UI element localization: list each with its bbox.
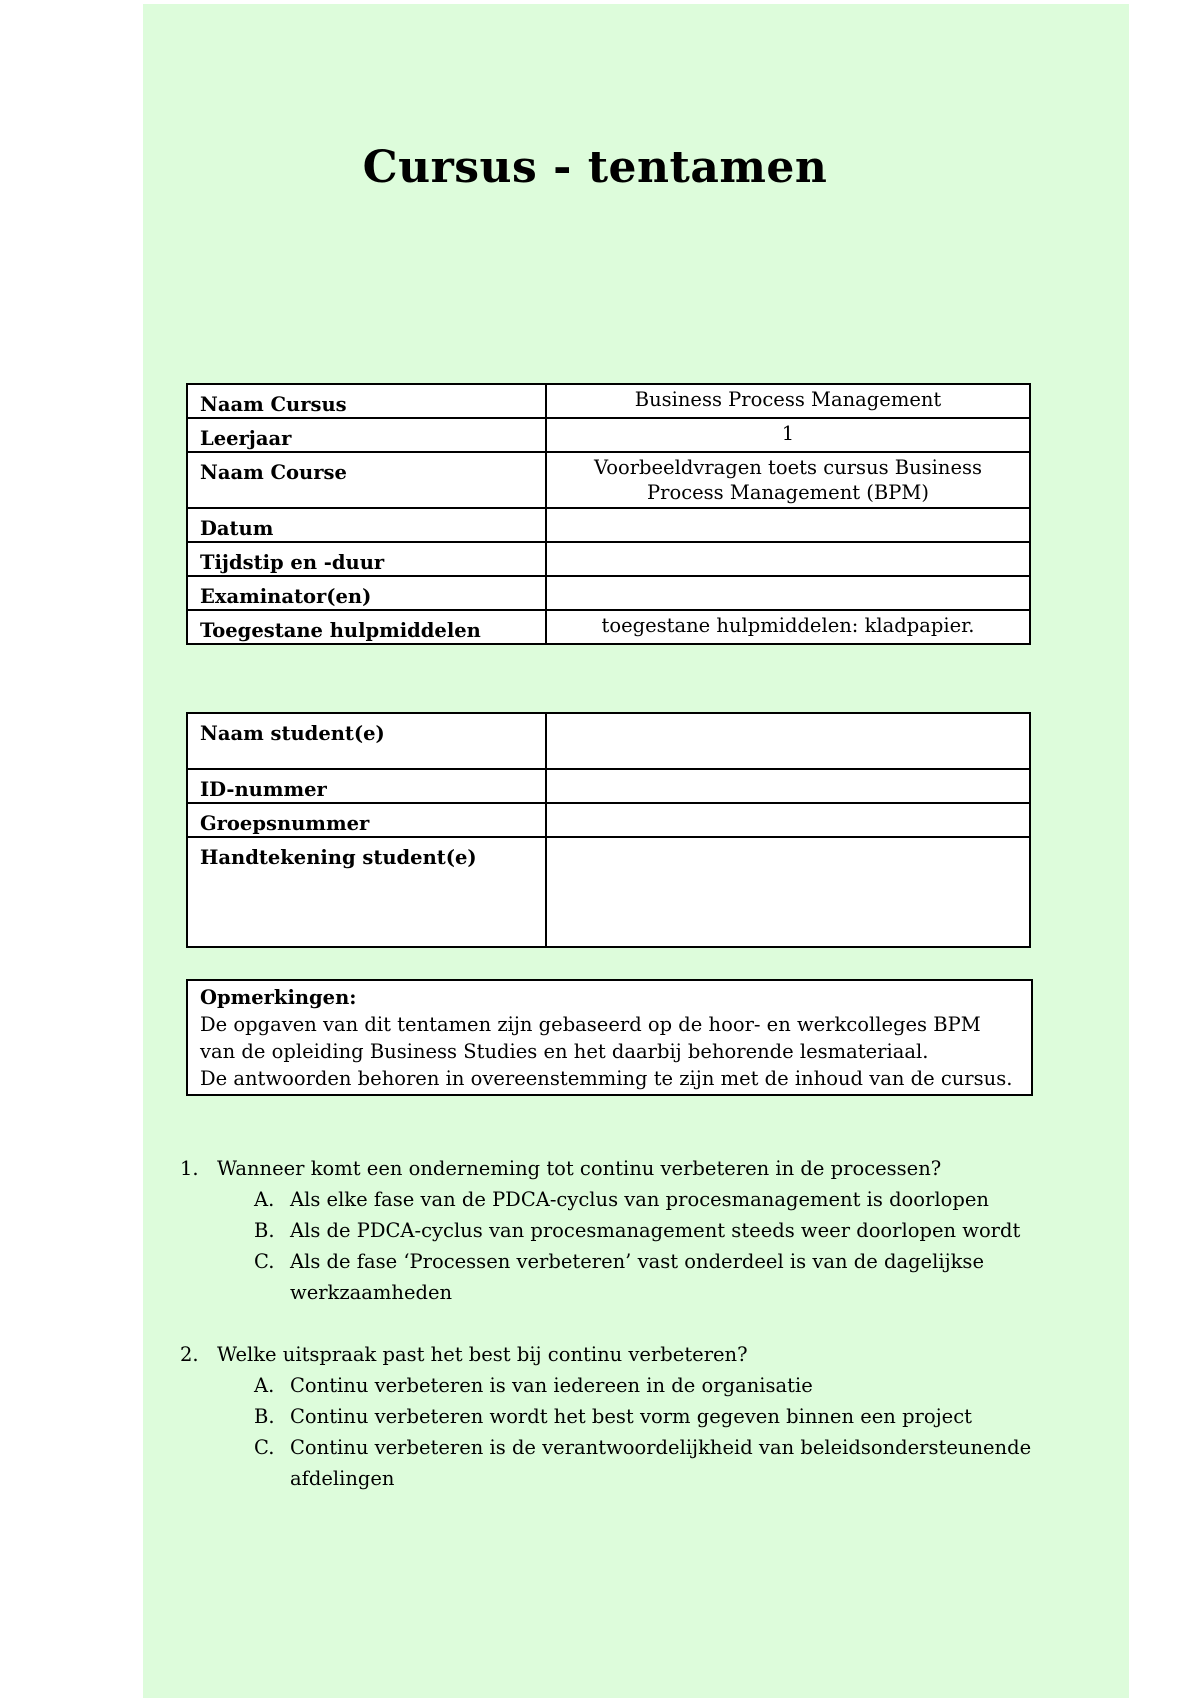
course-info-table (186, 383, 1031, 645)
student-name-field[interactable] (546, 713, 1030, 769)
table-row (187, 452, 1030, 508)
option-text: Als de fase ‘Processen verbeteren’ vast onderdeel is van de dagelijkse werkzaamheden (290, 1250, 984, 1304)
row-label: Datum (187, 508, 546, 542)
remarks-text: De antwoorden behoren in overeenstemming te zijn met de inhoud van de cursus. (200, 1067, 1013, 1090)
table-row (187, 542, 1030, 576)
option-letter: B. (254, 1219, 275, 1242)
table-row (187, 837, 1030, 947)
table-row (187, 384, 1030, 418)
question-text: Wanneer komt een onderneming tot continu verbeteren in de processen? (217, 1157, 942, 1180)
row-label: Naam student(e) (187, 713, 546, 769)
option-text: Als de PDCA-cyclus van procesmanagement steeds weer doorlopen wordt (290, 1219, 1021, 1242)
option-letter: A. (254, 1374, 275, 1397)
option-letter: C. (254, 1250, 275, 1273)
answer-option (217, 1370, 1060, 1401)
remarks-box (186, 979, 1033, 1096)
remarks-text: De opgaven van dit tentamen zijn gebaseerd op de hoor- en werkcolleges BPM van de opleiding Business Studies en het daarbij behorende lesmateriaal. (200, 1013, 981, 1063)
row-label: Handtekening student(e) (187, 837, 546, 947)
table-row (187, 576, 1030, 610)
row-value (546, 576, 1030, 610)
option-letter: C. (254, 1436, 275, 1459)
page-title: Cursus - tentamen (362, 142, 828, 193)
row-label: ID-nummer (187, 769, 546, 803)
option-letter: A. (254, 1188, 275, 1211)
answer-option (217, 1401, 1060, 1432)
student-info-table (186, 712, 1031, 948)
option-text: Continu verbeteren is van iedereen in de organisatie (290, 1374, 813, 1397)
row-label: Naam Cursus (187, 384, 546, 418)
option-text: Continu verbeteren wordt het best vorm gegeven binnen een project (290, 1405, 972, 1428)
row-label: Toegestane hulpmiddelen (187, 610, 546, 644)
answer-option (217, 1215, 1060, 1246)
row-value: toegestane hulpmiddelen: kladpapier. (546, 610, 1030, 644)
row-label: Examinator(en) (187, 576, 546, 610)
question-text: Welke uitspraak past het best bij continu verbeteren? (217, 1343, 748, 1366)
table-row (187, 803, 1030, 837)
row-label: Naam Course (187, 452, 546, 508)
question-number: 1. (180, 1157, 199, 1180)
row-label: Leerjaar (187, 418, 546, 452)
answer-option (217, 1432, 1060, 1494)
question-1 (180, 1153, 1060, 1308)
row-value (546, 508, 1030, 542)
answer-options (217, 1184, 1060, 1308)
remarks-heading: Opmerkingen: (200, 986, 357, 1009)
option-text: Continu verbeteren is de verantwoordelijkheid van beleidsondersteunende afdelingen (290, 1436, 1032, 1490)
row-value: 1 (546, 418, 1030, 452)
row-value: Voorbeeldvragen toets cursus Business Process Management (BPM) (546, 452, 1030, 508)
table-row (187, 418, 1030, 452)
row-label: Tijdstip en -duur (187, 542, 546, 576)
option-letter: B. (254, 1405, 275, 1428)
table-row (187, 610, 1030, 644)
answer-option (217, 1184, 1060, 1215)
row-label: Groepsnummer (187, 803, 546, 837)
row-value: Business Process Management (546, 384, 1030, 418)
table-row (187, 713, 1030, 769)
group-number-field[interactable] (546, 803, 1030, 837)
table-row (187, 508, 1030, 542)
question-list (180, 1153, 1060, 1494)
question-number: 2. (180, 1343, 199, 1366)
answer-options (217, 1370, 1060, 1494)
answer-option (217, 1246, 1060, 1308)
id-number-field[interactable] (546, 769, 1030, 803)
signature-field[interactable] (546, 837, 1030, 947)
option-text: Als elke fase van de PDCA-cyclus van procesmanagement is doorlopen (290, 1188, 989, 1211)
table-row (187, 769, 1030, 803)
row-value (546, 542, 1030, 576)
question-2 (180, 1339, 1060, 1494)
